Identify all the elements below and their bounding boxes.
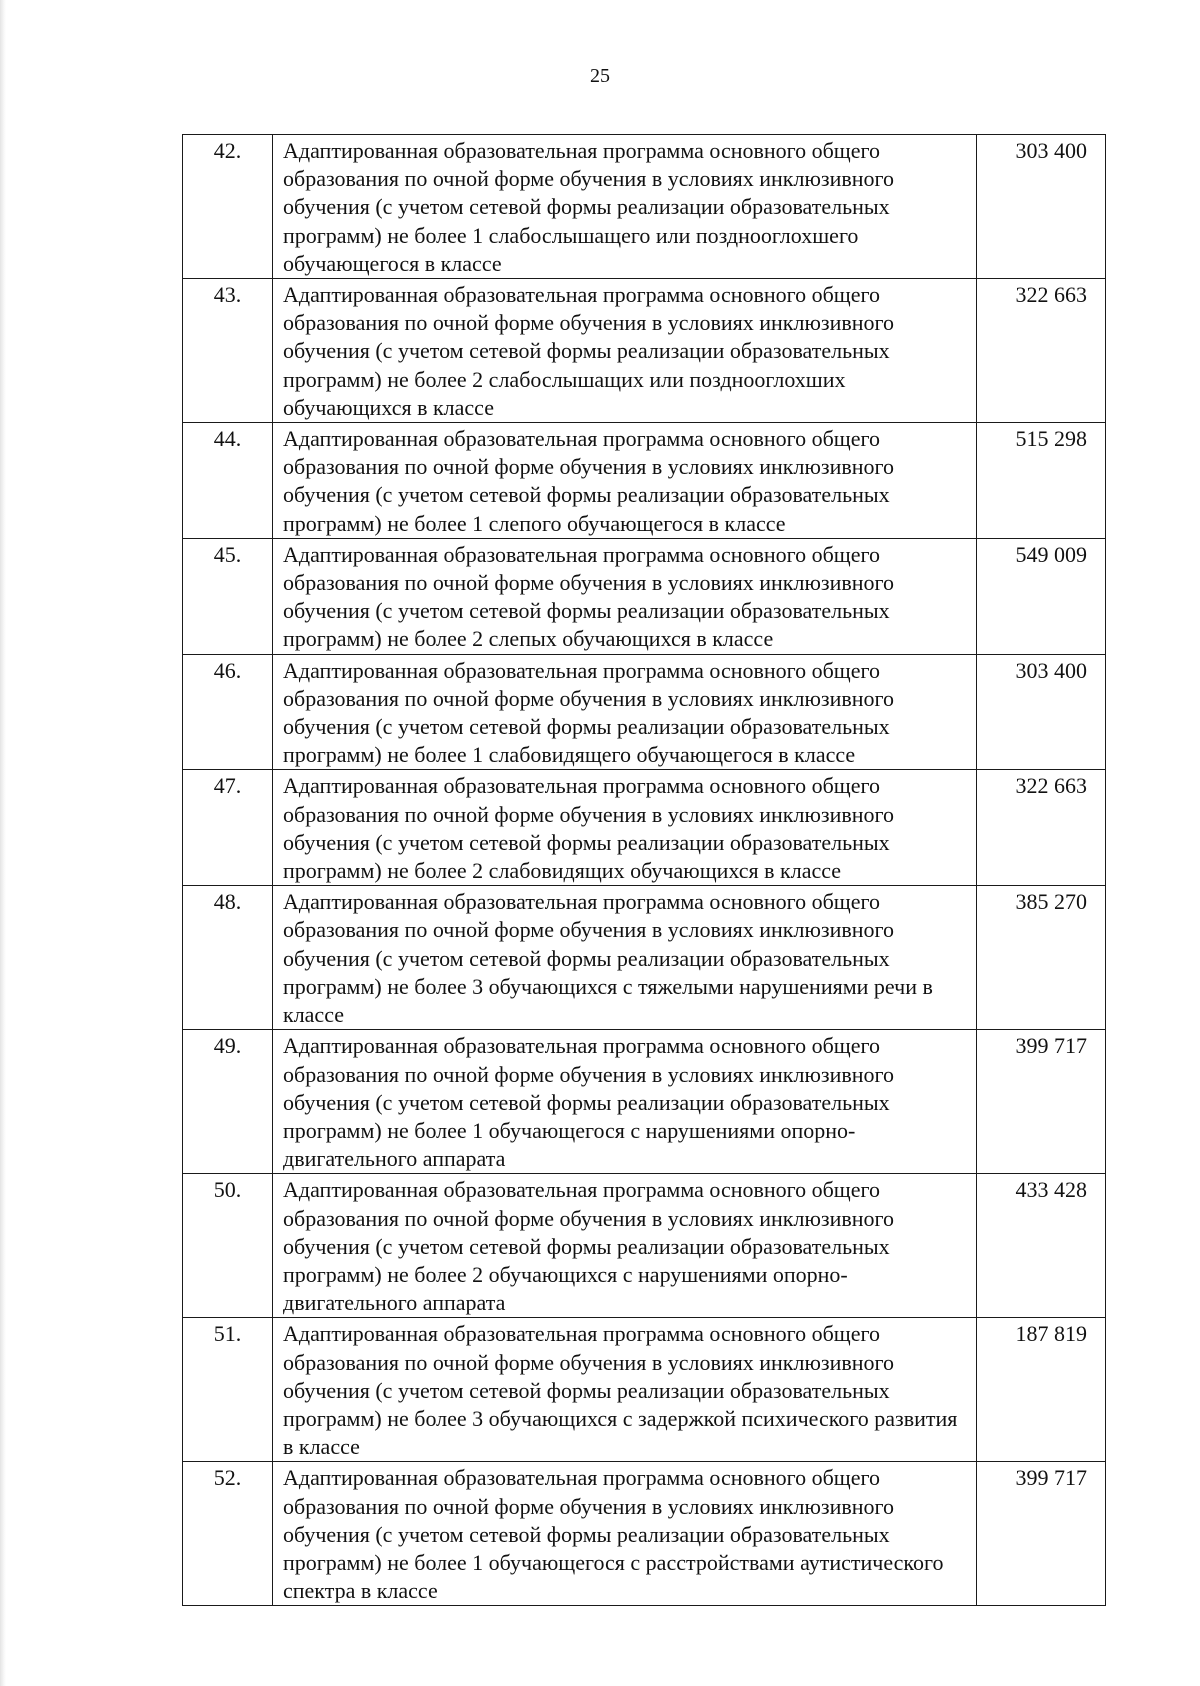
row-number: 43. bbox=[183, 279, 273, 423]
row-number: 49. bbox=[183, 1030, 273, 1174]
table-row bbox=[183, 135, 1106, 279]
row-description: Адаптированная образовательная программа основного общего образования по очной форме обучения в условиях инклюзивного обучения (с учетом сетевой формы реализации образовательных программ) не более 2 слабослышащих или позднооглохших обучающихся в классе bbox=[273, 279, 977, 423]
table-row bbox=[183, 1174, 1106, 1318]
row-number: 48. bbox=[183, 886, 273, 1030]
row-value: 322 663 bbox=[977, 279, 1106, 423]
table-row bbox=[183, 1318, 1106, 1462]
row-number: 46. bbox=[183, 654, 273, 770]
row-description: Адаптированная образовательная программа основного общего образования по очной форме обучения в условиях инклюзивного обучения (с учетом сетевой формы реализации образовательных программ) не более 1 обучающегося с расстройствами аутистического спектра в классе bbox=[273, 1462, 977, 1606]
row-number: 45. bbox=[183, 538, 273, 654]
programs-table bbox=[182, 134, 1106, 1606]
row-description: Адаптированная образовательная программа основного общего образования по очной форме обучения в условиях инклюзивного обучения (с учетом сетевой формы реализации образовательных программ) не более 1 слепого обучающегося в классе bbox=[273, 423, 977, 539]
row-number: 50. bbox=[183, 1174, 273, 1318]
page-number: 25 bbox=[590, 65, 610, 87]
row-description: Адаптированная образовательная программа основного общего образования по очной форме обучения в условиях инклюзивного обучения (с учетом сетевой формы реализации образовательных программ) не более 2 слабовидящих обучающихся в классе bbox=[273, 770, 977, 886]
row-value: 549 009 bbox=[977, 538, 1106, 654]
row-number: 42. bbox=[183, 135, 273, 279]
row-description: Адаптированная образовательная программа основного общего образования по очной форме обучения в условиях инклюзивного обучения (с учетом сетевой формы реализации образовательных программ) не более 1 обучающегося с нарушениями опорно-двигательного аппарата bbox=[273, 1030, 977, 1174]
row-value: 303 400 bbox=[977, 135, 1106, 279]
row-value: 322 663 bbox=[977, 770, 1106, 886]
row-number: 47. bbox=[183, 770, 273, 886]
row-number: 44. bbox=[183, 423, 273, 539]
row-value: 399 717 bbox=[977, 1030, 1106, 1174]
table-row bbox=[183, 538, 1106, 654]
row-description: Адаптированная образовательная программа основного общего образования по очной форме обучения в условиях инклюзивного обучения (с учетом сетевой формы реализации образовательных программ) не более 1 слабослышащего или позднооглохшего обучающегося в классе bbox=[273, 135, 977, 279]
row-number: 51. bbox=[183, 1318, 273, 1462]
row-value: 303 400 bbox=[977, 654, 1106, 770]
scan-edge-shadow bbox=[0, 0, 6, 1686]
table-row bbox=[183, 423, 1106, 539]
row-value: 515 298 bbox=[977, 423, 1106, 539]
row-value: 433 428 bbox=[977, 1174, 1106, 1318]
table-row bbox=[183, 279, 1106, 423]
row-description: Адаптированная образовательная программа основного общего образования по очной форме обучения в условиях инклюзивного обучения (с учетом сетевой формы реализации образовательных программ) не более 1 слабовидящего обучающегося в классе bbox=[273, 654, 977, 770]
row-number: 52. bbox=[183, 1462, 273, 1606]
table-row bbox=[183, 1030, 1106, 1174]
row-description: Адаптированная образовательная программа основного общего образования по очной форме обучения в условиях инклюзивного обучения (с учетом сетевой формы реализации образовательных программ) не более 3 обучающихся с тяжелыми нарушениями речи в классе bbox=[273, 886, 977, 1030]
table-row bbox=[183, 770, 1106, 886]
row-value: 385 270 bbox=[977, 886, 1106, 1030]
table-row bbox=[183, 1462, 1106, 1606]
row-description: Адаптированная образовательная программа основного общего образования по очной форме обучения в условиях инклюзивного обучения (с учетом сетевой формы реализации образовательных программ) не более 3 обучающихся с задержкой психического развития в классе bbox=[273, 1318, 977, 1462]
row-description: Адаптированная образовательная программа основного общего образования по очной форме обучения в условиях инклюзивного обучения (с учетом сетевой формы реализации образовательных программ) не более 2 слепых обучающихся в классе bbox=[273, 538, 977, 654]
table-row bbox=[183, 654, 1106, 770]
row-value: 399 717 bbox=[977, 1462, 1106, 1606]
row-value: 187 819 bbox=[977, 1318, 1106, 1462]
table-row bbox=[183, 886, 1106, 1030]
row-description: Адаптированная образовательная программа основного общего образования по очной форме обучения в условиях инклюзивного обучения (с учетом сетевой формы реализации образовательных программ) не более 2 обучающихся с нарушениями опорно-двигательного аппарата bbox=[273, 1174, 977, 1318]
